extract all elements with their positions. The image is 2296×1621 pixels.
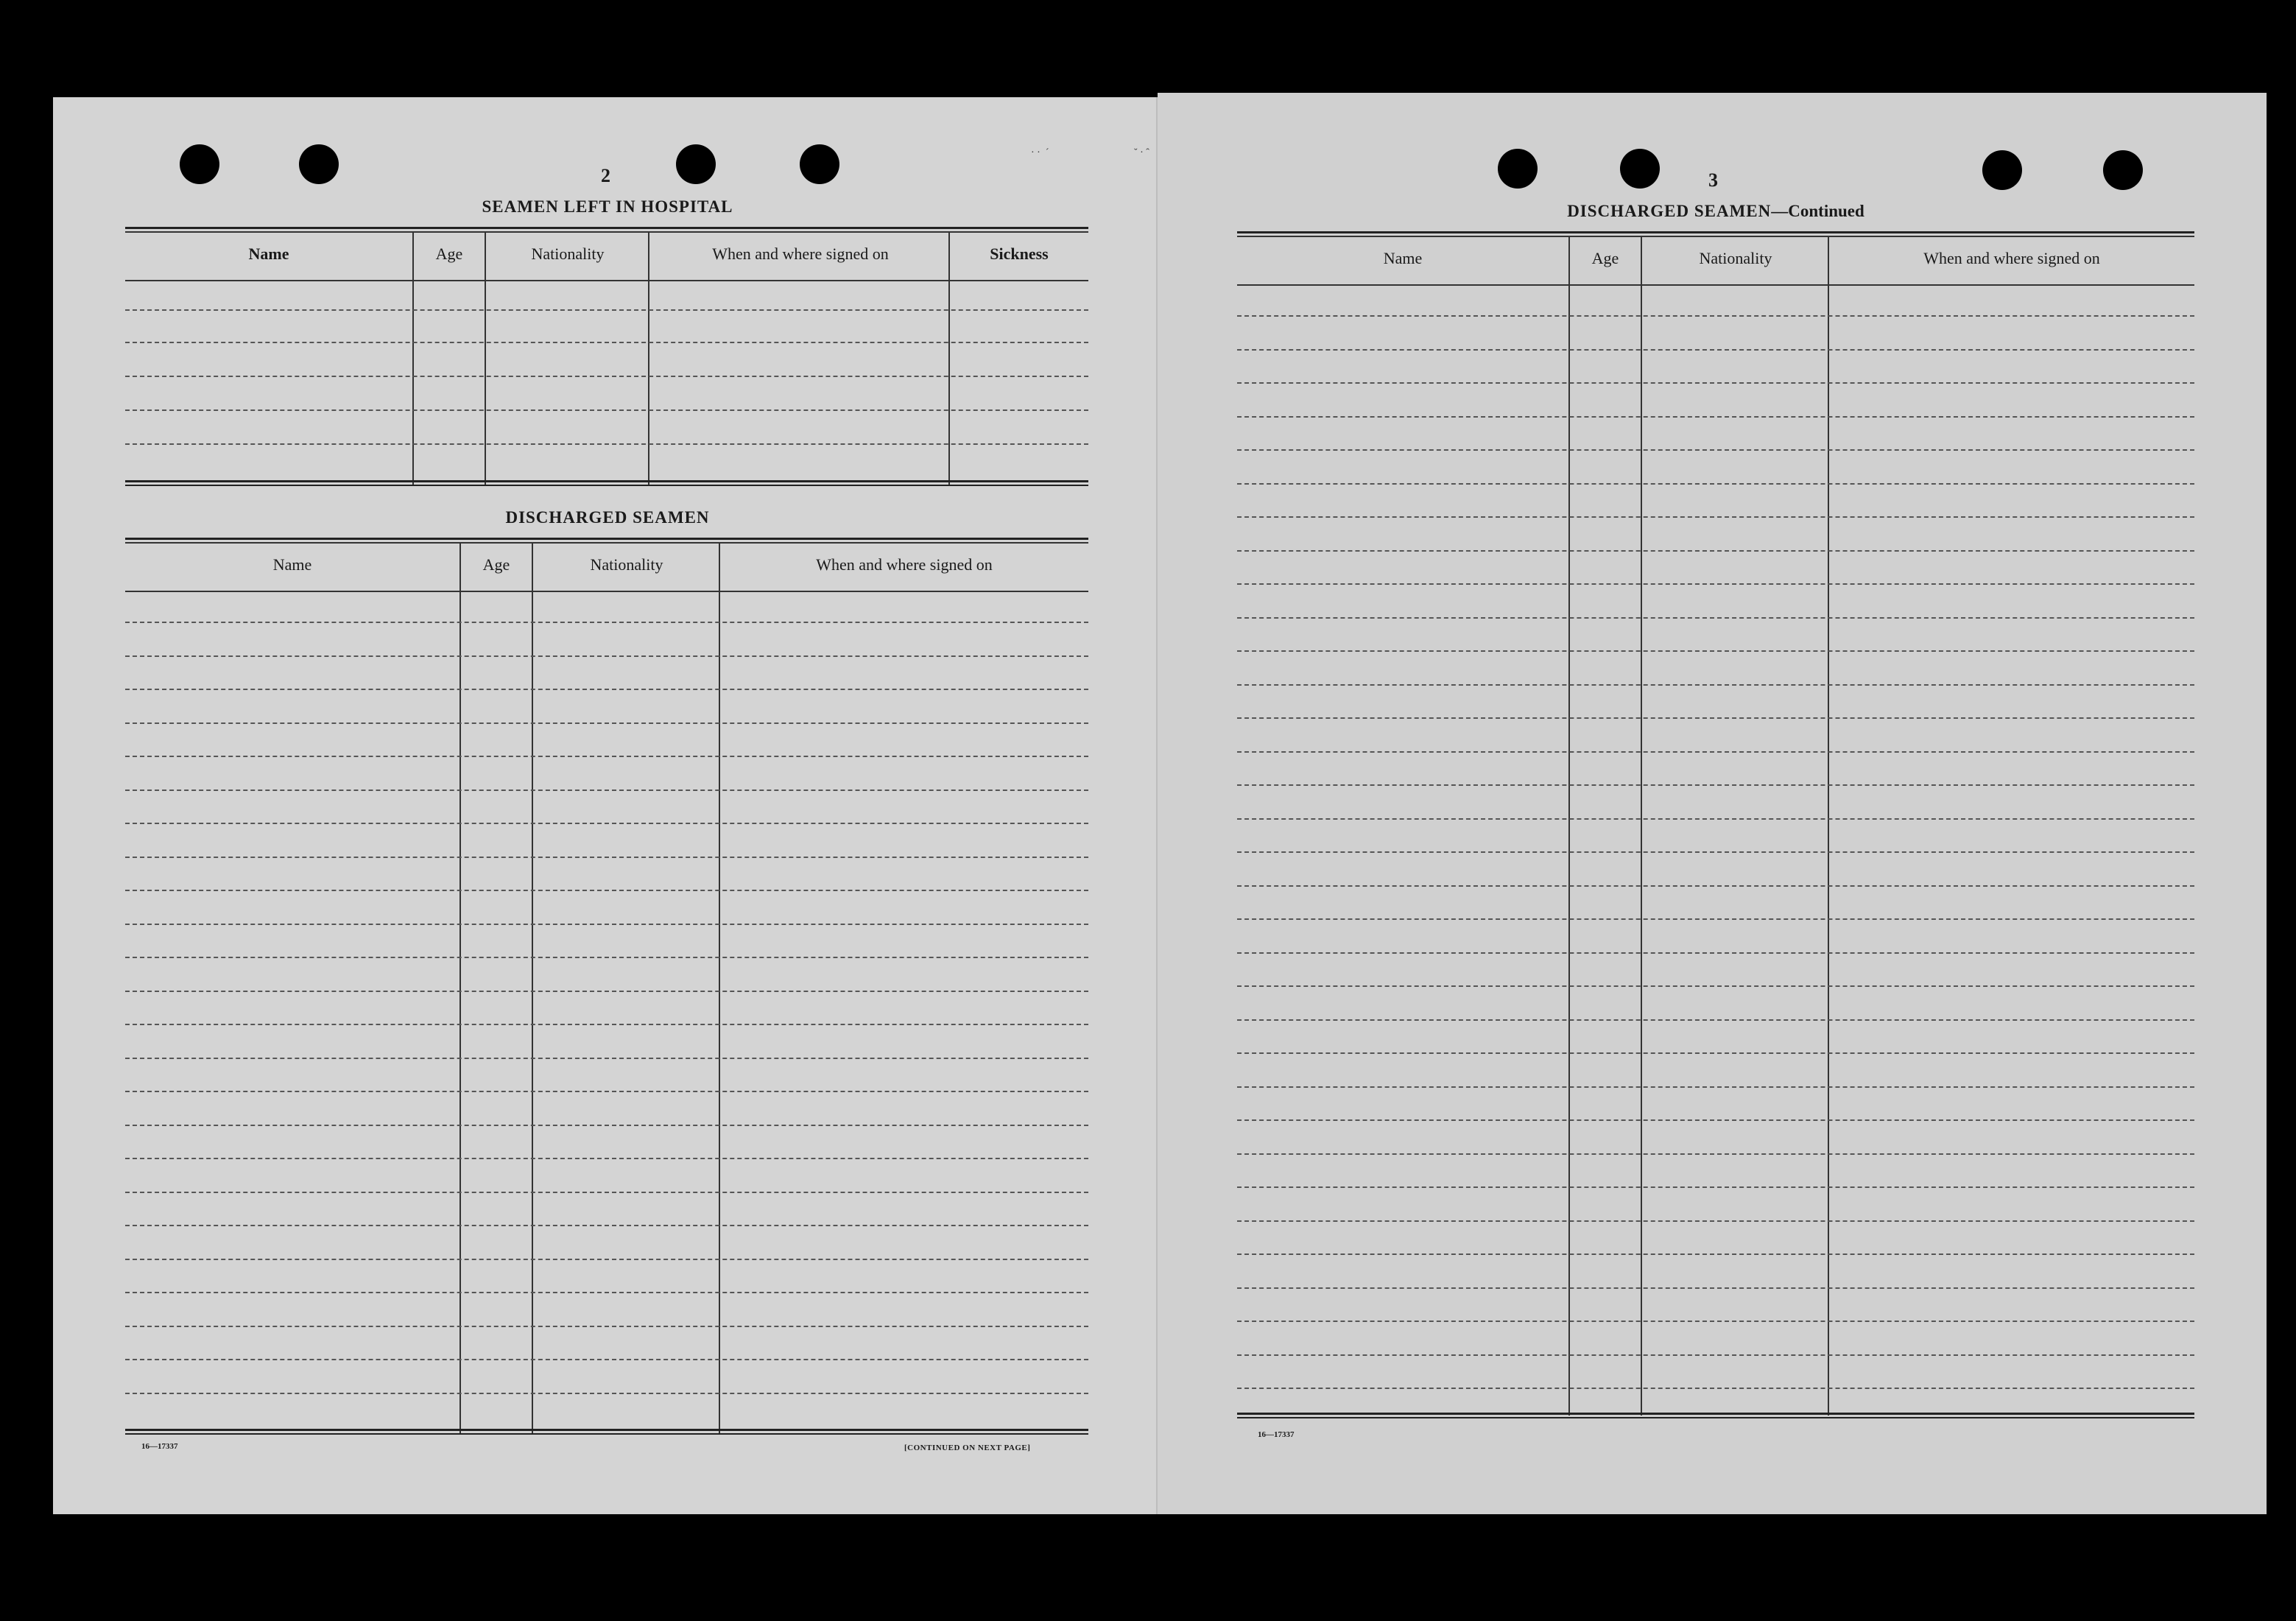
table-row [1237, 1186, 2194, 1188]
column-header-when-where: When and where signed on [712, 245, 889, 263]
bottom-rule [125, 1429, 1088, 1431]
punch-hole [800, 144, 839, 184]
column-header-when-where: When and where signed on [1923, 249, 2100, 267]
column-divider [1641, 237, 1642, 1416]
top-rule [125, 538, 1088, 540]
table-row [125, 1259, 1088, 1260]
column-header-nationality: Nationality [1699, 249, 1772, 267]
table-row [1237, 617, 2194, 619]
table-row [125, 823, 1088, 824]
page-number: 3 [1708, 169, 1718, 191]
column-divider [719, 544, 720, 1433]
column-divider [532, 544, 533, 1433]
discharged-table-title: DISCHARGED SEAMEN [505, 508, 710, 527]
hospital-table-title: SEAMEN LEFT IN HOSPITAL [482, 197, 733, 216]
title-suffix: —Continued [1771, 202, 1864, 220]
table-row [1237, 952, 2194, 954]
table-row [1237, 449, 2194, 451]
continued-note: [CONTINUED ON NEXT PAGE] [904, 1444, 1031, 1452]
top-rule [1237, 236, 2194, 237]
table-row [125, 957, 1088, 958]
header-rule [125, 591, 1088, 592]
column-header-age: Age [1591, 249, 1619, 267]
form-number: 16—17337 [141, 1442, 178, 1451]
table-row [1237, 483, 2194, 485]
table-row [125, 722, 1088, 724]
punch-hole [1982, 150, 2022, 190]
column-header-age: Age [435, 245, 463, 263]
table-row [125, 309, 1088, 311]
table-row [125, 1058, 1088, 1059]
table-row [1237, 1321, 2194, 1322]
table-row [125, 1359, 1088, 1360]
table-row [1237, 717, 2194, 719]
table-row [125, 1326, 1088, 1327]
table-row [125, 376, 1088, 377]
table-row [1237, 1220, 2194, 1222]
top-rule [125, 542, 1088, 544]
table-row [125, 655, 1088, 657]
table-row [1237, 684, 2194, 686]
column-header-age: Age [482, 555, 510, 574]
header-rule [1237, 284, 2194, 286]
table-row [125, 342, 1088, 343]
table-row [1237, 851, 2194, 853]
table-row [125, 689, 1088, 690]
bottom-rule [1237, 1417, 2194, 1418]
table-row [125, 1225, 1088, 1226]
table-row [1237, 315, 2194, 317]
table-row [125, 991, 1088, 992]
hospital-table [125, 227, 1088, 489]
column-divider [648, 233, 649, 486]
table-row [1237, 349, 2194, 351]
table-row [125, 1393, 1088, 1394]
table-row [1237, 751, 2194, 753]
top-rule [125, 231, 1088, 233]
punch-hole [1498, 149, 1538, 189]
discharged-table [125, 538, 1088, 1438]
table-row [125, 756, 1088, 757]
table-row [1237, 1153, 2194, 1155]
column-header-nationality: Nationality [531, 245, 605, 263]
header-rule [125, 280, 1088, 281]
column-header-name: Name [1383, 249, 1423, 267]
top-rule [125, 227, 1088, 229]
title-main: DISCHARGED SEAMEN [1567, 202, 1772, 220]
column-header-when-where: When and where signed on [816, 555, 993, 574]
bottom-rule [125, 480, 1088, 482]
table-row [125, 1024, 1088, 1025]
column-divider [1568, 237, 1570, 1416]
table-row [1237, 550, 2194, 552]
punch-hole [180, 144, 219, 184]
table-row [1237, 1253, 2194, 1255]
table-row [1237, 1287, 2194, 1289]
table-row [1237, 650, 2194, 652]
column-divider [485, 233, 486, 486]
table-row [1237, 1086, 2194, 1088]
table-row [1237, 382, 2194, 384]
table-row [125, 924, 1088, 925]
table-row [1237, 985, 2194, 987]
column-divider [459, 544, 461, 1433]
table-row [1237, 416, 2194, 418]
column-divider [1828, 237, 1829, 1416]
punch-hole [1620, 149, 1660, 189]
table-row [125, 622, 1088, 623]
table-row [125, 790, 1088, 791]
bottom-rule [125, 1433, 1088, 1435]
table-row [125, 1091, 1088, 1092]
table-row [1237, 784, 2194, 786]
column-header-name: Name [248, 245, 289, 263]
top-rule [1237, 231, 2194, 233]
column-header-sickness: Sickness [990, 245, 1049, 263]
bottom-rule [125, 485, 1088, 486]
table-row [1237, 918, 2194, 920]
table-row [1237, 1052, 2194, 1054]
table-row [1237, 1388, 2194, 1389]
punch-hole [299, 144, 339, 184]
table-row [1237, 1119, 2194, 1121]
table-row [1237, 818, 2194, 820]
column-header-name: Name [272, 555, 312, 574]
column-header-nationality: Nationality [590, 555, 663, 574]
discharged-continued-table [1237, 231, 2194, 1420]
table-row [1237, 885, 2194, 887]
table-row [1237, 1354, 2194, 1356]
bottom-rule [1237, 1413, 2194, 1415]
table-row [125, 1158, 1088, 1159]
punch-hole [676, 144, 716, 184]
table-row [125, 857, 1088, 858]
table-row [125, 1192, 1088, 1193]
punch-hole [2103, 150, 2143, 190]
table-row [125, 890, 1088, 891]
page-number: 2 [601, 165, 610, 186]
column-divider [412, 233, 414, 486]
form-number: 16—17337 [1258, 1430, 1295, 1439]
table-row [1237, 1019, 2194, 1021]
table-row [125, 1125, 1088, 1126]
paper-specks: · · ´ ˘ · ˆ [1031, 147, 1149, 158]
column-divider [948, 233, 950, 486]
table-row [125, 1292, 1088, 1293]
table-row [125, 409, 1088, 411]
table-row [125, 443, 1088, 445]
table-row [1237, 516, 2194, 518]
table-row [1237, 583, 2194, 585]
discharged-continued-title [1237, 202, 2194, 221]
